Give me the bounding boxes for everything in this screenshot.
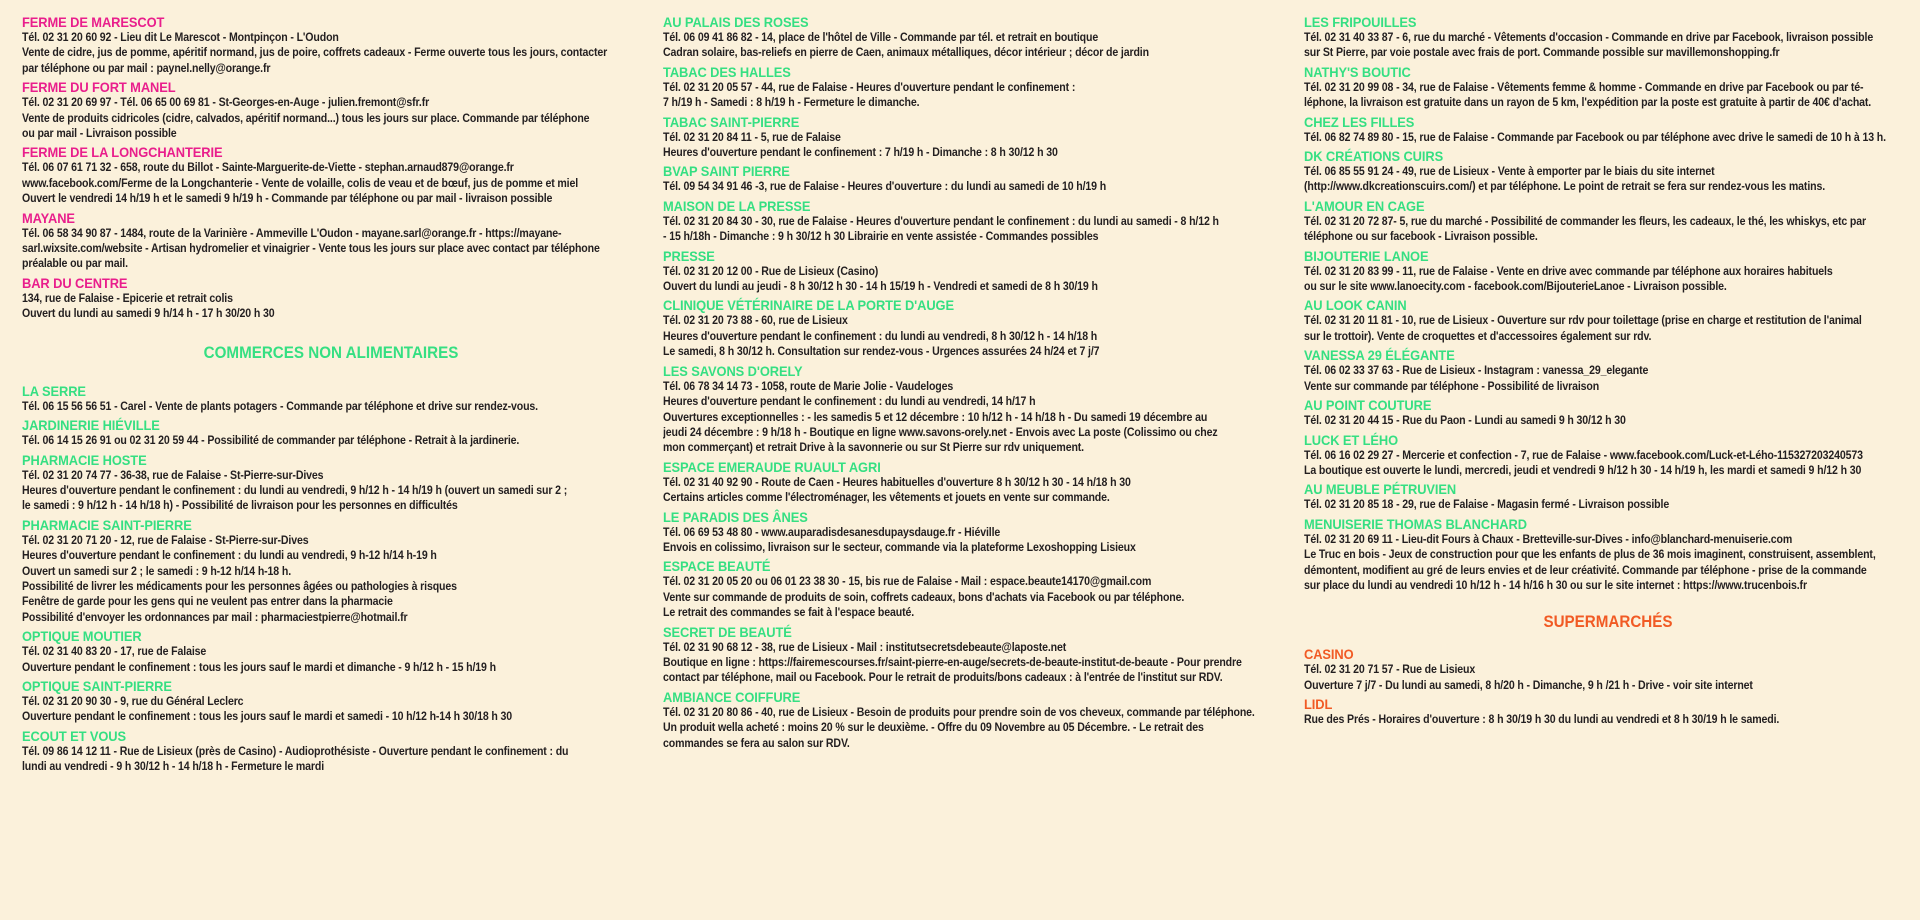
business-detail-line: Tél. 02 31 20 71 20 - 12, rue de Falaise - St-Pierre-sur-Dives (22, 532, 309, 547)
business-detail-line: démontent, modifient au gré de leurs envies et de leur créativité. Commande par téléphone - prise de la commande (1304, 562, 1867, 577)
business-detail-line: Tél. 02 31 20 71 57 - Rue de Lisieux (1304, 662, 1476, 677)
business-entry (22, 452, 640, 514)
business-detail-line: Ouverture pendant le confinement : tous les jours sauf le mardi et dimanche - 9 h/12 h - 15 h/19 h (22, 659, 496, 674)
business-name: ESPACE BEAUTÉ (663, 558, 771, 575)
business-detail-line: ou par mail - Livraison possible (22, 126, 177, 141)
business-detail-line: Heures d'ouverture pendant le confinement : du lundi au vendredi, 8 h 30/12 h - 14 h/18 h (663, 328, 1098, 343)
business-detail-line: Le Truc en bois - Jeux de construction pour que les enfants de plus de 36 mois imaginent, construisent, assemblent, (1304, 547, 1876, 562)
business-entry (663, 248, 1283, 295)
business-detail-line: Tél. 02 31 20 69 11 - Lieu-dit Fours à Chaux - Bretteville-sur-Dives - info@blanchard-menuiserie.com (1304, 531, 1793, 546)
business-detail-line: Heures d'ouverture pendant le confinement : du lundi au vendredi, 14 h/17 h (663, 394, 1036, 409)
business-entry (22, 517, 640, 625)
business-detail-line: Tél. 02 31 20 05 20 ou 06 01 23 38 30 - 15, bis rue de Falaise - Mail : espace.beaute14170@gmail.com (663, 574, 1152, 589)
business-detail-line: Boutique en ligne : https://fairemescourses.fr/saint-pierre-en-auge/secrets-de-beaute-institut-de-beaute - Pour prendre (663, 654, 1242, 669)
business-detail-line: Tél. 02 31 20 99 08 - 34, rue de Falaise - Vêtements femme & homme - Commande en drive par Facebook ou par té- (1304, 79, 1864, 94)
business-detail-line: sur le trottoir). Vente de croquettes et d'accessoires également sur rdv. (1304, 328, 1652, 343)
business-detail-line: www.facebook.com/Ferme de la Longchanterie - Vente de volaille, colis de veau et de bœuf, jus de pomme et miel (22, 175, 579, 190)
business-detail-line: - 15 h/18h - Dimanche : 9 h 30/12 h 30 Librairie en vente assistée - Commandes possibles (663, 229, 1099, 244)
business-name: BIJOUTERIE LANOE (1304, 247, 1429, 264)
business-name: PHARMACIE SAINT-PIERRE (22, 516, 192, 533)
business-detail-line: Envois en colissimo, livraison sur le secteur, commande via la plateforme Lexoshopping Lisieux (663, 539, 1136, 554)
business-name: FERME DU FORT MANEL (22, 79, 176, 96)
business-detail-line: Tél. 06 78 34 14 73 - 1058, route de Marie Jolie - Vaudeloges (663, 378, 954, 393)
business-name: AU PALAIS DES ROSES (663, 14, 809, 30)
business-name: LE PARADIS DES ÂNES (663, 508, 808, 525)
business-entry (1304, 481, 1912, 512)
business-detail-line: Tél. 06 82 74 89 80 - 15, rue de Falaise - Commande par Facebook ou par téléphone avec drive le samedi de 10 h à 13 h. (1304, 129, 1886, 144)
business-entry (22, 144, 640, 206)
business-detail-line: Ouvert du lundi au samedi 9 h/14 h - 17 h 30/20 h 30 (22, 306, 275, 321)
business-detail-line: Tél. 06 15 56 56 51 - Carel - Vente de plants potagers - Commande par téléphone et drive sur rendez-vous. (22, 398, 538, 413)
business-name: BAR DU CENTRE (22, 274, 128, 291)
business-detail-line: Tél. 09 86 14 12 11 - Rue de Lisieux (près de Casino) - Audioprothésiste - Ouverture pendant le confinement : du (22, 743, 569, 758)
business-entry (22, 210, 640, 272)
business-detail-line: Ouvert du lundi au jeudi - 8 h 30/12 h 30 - 14 h 15/19 h - Vendredi et samedi de 8 h 30/19 h (663, 279, 1098, 294)
business-name: DK CRÉATIONS CUIRS (1304, 148, 1444, 165)
business-name: ESPACE EMERAUDE RUAULT AGRI (663, 458, 881, 475)
business-detail-line: Heures d'ouverture pendant le confinement : du lundi au vendredi, 9 h/12 h - 14 h/19 h (ouvert un samedi sur 2 ; (22, 482, 568, 497)
section-heading: COMMERCES NON ALIMENTAIRES (203, 343, 459, 362)
business-entry (1304, 516, 1912, 594)
business-entry (22, 383, 640, 414)
section-heading: SUPERMARCHÉS (1543, 613, 1673, 632)
business-detail-line: Possibilité d'envoyer les ordonnances par mail : pharmaciestpierre@hotmail.fr (22, 609, 408, 624)
business-detail-line: Tél. 02 31 40 83 20 - 17, rue de Falaise (22, 644, 207, 659)
business-name: LUCK ET LÉHO (1304, 431, 1399, 448)
business-name: FERME DE LA LONGCHANTERIE (22, 144, 223, 161)
business-detail-line: Tél. 06 09 41 86 82 - 14, place de l'hôtel de Ville - Commande par tél. et retrait en boutique (663, 30, 1099, 44)
business-detail-line: Ouverture 7 j/7 - Du lundi au samedi, 8 h/20 h - Dimanche, 9 h /21 h - Drive - voir site internet (1304, 677, 1753, 692)
business-detail-line: Tél. 06 58 34 90 87 - 1484, route de la Varinière - Ammeville L'Oudon - mayane.sarl@orange.fr - https://mayane- (22, 225, 562, 240)
business-detail-line: Tél. 06 85 55 91 24 - 49, rue de Lisieux - Vente à emporter par le biais du site internet (1304, 164, 1715, 179)
business-entry (663, 297, 1283, 359)
business-detail-line: Vente sur commande de produits de soin, coffrets cadeaux, bons d'achats via Facebook ou par téléphone. (663, 589, 1185, 604)
business-name: CLINIQUE VÉTÉRINAIRE DE LA PORTE D'AUGE (663, 297, 954, 314)
business-entry (22, 14, 640, 76)
business-entry (663, 198, 1283, 245)
business-detail-line: Tél. 02 31 20 90 30 - 9, rue du Général Leclerc (22, 693, 244, 708)
business-entry (22, 678, 640, 725)
business-name: LA SERRE (22, 382, 86, 399)
business-name: FERME DE MARESCOT (22, 14, 165, 30)
business-detail-line: 7 h/19 h - Samedi : 8 h/19 h - Fermeture le dimanche. (663, 95, 920, 110)
business-name: AU LOOK CANIN (1304, 297, 1407, 314)
business-name: CASINO (1304, 646, 1354, 663)
business-detail-line: Tél. 02 31 20 74 77 - 36-38, rue de Falaise - St-Pierre-sur-Dives (22, 467, 324, 482)
business-detail-line: Cadran solaire, bas-reliefs en pierre de Caen, animaux métalliques, décor intérieur ; décor de jardin (663, 45, 1149, 60)
business-entry (1304, 432, 1912, 479)
business-entry (22, 728, 640, 775)
business-entry (1304, 114, 1912, 145)
business-detail-line: Tél. 06 02 33 37 63 - Rue de Lisieux - Instagram : vanessa_29_elegante (1304, 363, 1649, 378)
business-detail-line: Tél. 02 31 20 72 87- 5, rue du marché - Possibilité de commander les fleurs, les cadeaux, le thé, les whiskys, etc par (1304, 213, 1866, 228)
business-entry (1304, 64, 1912, 111)
business-detail-line: La boutique est ouverte le lundi, mercredi, jeudi et vendredi 9 h/12 h 30 - 14 h/19 h, les mardi et samedi 9 h/12 h 30 (1304, 462, 1862, 477)
business-name: TABAC DES HALLES (663, 63, 791, 80)
business-name: AU MEUBLE PÉTRUVIEN (1304, 481, 1457, 498)
business-detail-line: Tél. 02 31 90 68 12 - 38, rue de Lisieux - Mail : institutsecretsdebeaute@laposte.net (663, 639, 1067, 654)
business-entry (663, 14, 1283, 61)
business-entry (1304, 198, 1912, 245)
business-detail-line: Ouvertures exceptionnelles : - les samedis 5 et 12 décembre : 10 h/12 h - 14 h/18 h - Du samedi 19 décembre au (663, 409, 1208, 424)
business-detail-line: Ouvert le vendredi 14 h/19 h et le samedi 9 h/19 h - Commande par téléphone ou par mail - livraison possible (22, 191, 553, 206)
business-detail-line: Tél. 02 31 20 84 11 - 5, rue de Falaise (663, 129, 841, 144)
business-entry (663, 509, 1283, 556)
business-detail-line: léphone, la livraison est gratuite dans un rayon de 5 km, l'expédition par la poste est gratuite à partir de 40€ d'achat. (1304, 95, 1872, 110)
business-name: PHARMACIE HOSTE (22, 451, 147, 468)
business-name: L'AMOUR EN CAGE (1304, 197, 1425, 214)
business-name: MAYANE (22, 209, 75, 226)
business-detail-line: le samedi : 9 h/12 h - 14 h/18 h) - Possibilité de livraison pour les personnes en difficultés (22, 498, 458, 513)
business-name: AU POINT COUTURE (1304, 397, 1432, 414)
business-name: TABAC SAINT-PIERRE (663, 113, 800, 130)
business-detail-line: Le retrait des commandes se fait à l'espace beauté. (663, 605, 915, 620)
business-detail-line: Ouverture pendant le confinement : tous les jours sauf le mardi et samedi - 10 h/12 h-14 h 30/18 h 30 (22, 709, 513, 724)
business-detail-line: Tél. 02 31 20 85 18 - 29, rue de Falaise - Magasin fermé - Livraison possible (1304, 497, 1670, 512)
business-detail-line: Tél. 02 31 20 12 00 - Rue de Lisieux (Casino) (663, 263, 879, 278)
business-entry (663, 363, 1283, 456)
business-name: OPTIQUE MOUTIER (22, 628, 142, 645)
business-detail-line: Tél. 02 31 20 84 30 - 30, rue de Falaise - Heures d'ouverture pendant le confinement : du lundi au samedi - 8 h/12 h (663, 213, 1219, 228)
business-detail-line: ou sur le site www.lanoecity.com - facebook.com/BijouterieLanoe - Livraison possible. (1304, 279, 1727, 294)
business-name: BVAP SAINT PIERRE (663, 163, 790, 180)
business-entry (22, 628, 640, 675)
column-1 (22, 0, 640, 920)
business-name: SECRET DE BEAUTÉ (663, 623, 792, 640)
business-detail-line: Tél. 02 31 40 33 87 - 6, rue du marché - Vêtements d'occasion - Commande en drive par Facebook, livraison possible (1304, 30, 1874, 44)
business-entry (1304, 248, 1912, 295)
business-detail-line: Ouvert un samedi sur 2 ; le samedi : 9 h-12 h/14 h-18 h. (22, 563, 292, 578)
business-detail-line: Le samedi, 8 h 30/12 h. Consultation sur rendez-vous - Urgences assurées 24 h/24 et 7 j/7 (663, 344, 1100, 359)
business-detail-line: Tél. 06 14 15 26 91 ou 02 31 20 59 44 - Possibilité de commander par téléphone - Retrait à la jardinerie. (22, 433, 520, 448)
business-detail-line: Tél. 06 16 02 29 27 - Mercerie et confection - 7, rue de Falaise - www.facebook.com/Luck-et-Lého-115327203240573 (1304, 447, 1863, 462)
business-detail-line: mon commerçant) et retrait Drive à la savonnerie ou sur St Pierre sur rdv uniquement. (663, 440, 1084, 455)
business-detail-line: Tél. 02 31 20 69 97 - Tél. 06 65 00 69 81 - St-Georges-en-Auge - julien.fremont@sfr.fr (22, 95, 430, 110)
business-name: OPTIQUE SAINT-PIERRE (22, 677, 172, 694)
business-detail-line: Tél. 02 31 20 44 15 - Rue du Paon - Lundi au samedi 9 h 30/12 h 30 (1304, 413, 1626, 428)
business-detail-line: Fenêtre de garde pour les gens qui ne veulent pas entrer dans la pharmacie (22, 594, 393, 609)
business-detail-line: Tél. 02 31 20 73 88 - 60, rue de Lisieux (663, 313, 848, 328)
business-detail-line: Tél. 02 31 40 92 90 - Route de Caen - Heures habituelles d'ouverture 8 h 30/12 h 30 - 14 h/18 h 30 (663, 474, 1131, 489)
business-detail-line: Rue des Prés - Horaires d'ouverture : 8 h 30/19 h 30 du lundi au vendredi et 8 h 30/19 h le samedi. (1304, 712, 1780, 727)
business-detail-line: Certains articles comme l'électroménager, les vêtements et jouets en vente sur commande. (663, 490, 1110, 505)
business-name: NATHY'S BOUTIC (1304, 63, 1411, 80)
business-name: ECOUT ET VOUS (22, 727, 127, 744)
business-name: VANESSA 29 ÉLÉGANTE (1304, 347, 1455, 364)
business-entry (1304, 297, 1912, 344)
business-entry (1304, 347, 1912, 394)
business-detail-line: lundi au vendredi - 9 h 30/12 h - 14 h/18 h - Fermeture le mardi (22, 759, 325, 774)
business-entry (1304, 696, 1912, 727)
business-name: CHEZ LES FILLES (1304, 113, 1415, 130)
business-detail-line: Tél. 06 07 61 71 32 - 658, route du Billot - Sainte-Marguerite-de-Viette - stephan.arnaud879@orange.fr (22, 160, 514, 175)
business-entry (663, 64, 1283, 111)
business-name: MENUISERIE THOMAS BLANCHARD (1304, 515, 1527, 532)
business-name: LES FRIPOUILLES (1304, 14, 1417, 30)
business-detail-line: Vente de cidre, jus de pomme, apéritif normand, jus de poire, coffrets cadeaux - Ferme ouverte tous les jours, contacter (22, 45, 608, 60)
business-entry (663, 459, 1283, 506)
business-name: LIDL (1304, 696, 1333, 713)
business-detail-line: Vente sur commande par téléphone - Possibilité de livraison (1304, 378, 1600, 393)
business-name: PRESSE (663, 247, 715, 264)
business-name: LES SAVONS D'ORELY (663, 362, 803, 379)
business-entry (663, 689, 1283, 751)
business-name: JARDINERIE HIÉVILLE (22, 417, 160, 434)
business-entry (663, 114, 1283, 161)
business-entry (1304, 646, 1912, 693)
business-detail-line: Heures d'ouverture pendant le confinement : 7 h/19 h - Dimanche : 8 h 30/12 h 30 (663, 145, 1058, 160)
business-detail-line: (http://www.dkcreationscuirs.com/) et par téléphone. Le point de retrait se fera sur rendez-vous les matins. (1304, 179, 1826, 194)
business-detail-line: Tél. 02 31 20 11 81 - 10, rue de Lisieux - Ouverture sur rdv pour toilettage (prise en charge et restitution de l'animal (1304, 313, 1862, 328)
business-detail-line: Vente de produits cidricoles (cidre, calvados, apéritif normand...) tous les jours sur place. Commande par téléphone (22, 110, 590, 125)
business-detail-line: Tél. 06 69 53 48 80 - www.auparadisdesanesdupaysdauge.fr - Hiéville (663, 524, 1001, 539)
column-3 (1304, 0, 1912, 920)
business-detail-line: Un produit wella acheté : moins 20 % sur le deuxième. - Offre du 09 Novembre au 05 Décembre. - Le retrait des (663, 720, 1204, 735)
business-entry (1304, 148, 1912, 195)
business-entry (1304, 14, 1912, 61)
business-name: AMBIANCE COIFFURE (663, 688, 801, 705)
business-detail-line: Tél. 02 31 20 60 92 - Lieu dit Le Marescot - Montpinçon - L'Oudon (22, 30, 339, 44)
business-name: MAISON DE LA PRESSE (663, 197, 811, 214)
business-detail-line: Tél. 02 31 20 05 57 - 44, rue de Falaise - Heures d'ouverture pendant le confinement : (663, 79, 1076, 94)
business-detail-line: Tél. 02 31 20 83 99 - 11, rue de Falaise - Vente en drive avec commande par téléphone aux horaires habituels (1304, 263, 1833, 278)
business-entry (22, 79, 640, 141)
business-entry (663, 163, 1283, 194)
business-detail-line: Tél. 09 54 34 91 46 -3, rue de Falaise - Heures d'ouverture : du lundi au samedi de 10 h/19 h (663, 179, 1107, 194)
business-detail-line: Tél. 02 31 20 80 86 - 40, rue de Lisieux - Besoin de produits pour prendre soin de vos cheveux, commande par téléphone. (663, 704, 1255, 719)
business-detail-line: préalable ou par mail. (22, 256, 128, 271)
business-detail-line: 134, rue de Falaise - Epicerie et retrait colis (22, 290, 233, 305)
business-detail-line: sur place du lundi au vendredi 10 h/12 h - 14 h/16 h 30 ou sur le site internet : https://www.trucenbois.fr (1304, 577, 1807, 592)
business-entry (22, 275, 640, 322)
business-detail-line: Heures d'ouverture pendant le confinement : du lundi au vendredi, 9 h-12 h/14 h-19 h (22, 548, 437, 563)
business-detail-line: jeudi 24 décembre : 9 h/18 h - Boutique en ligne www.savons-orely.net - Envois avec La poste (Colissimo ou chez (663, 424, 1218, 439)
business-detail-line: contact par téléphone, mail ou Facebook. Pour le retrait de produits/bons cadeaux : à l'entrée de l'institut sur RDV. (663, 670, 1223, 685)
business-entry (22, 417, 640, 448)
business-detail-line: téléphone ou sur facebook - Livraison possible. (1304, 229, 1538, 244)
business-entry (663, 558, 1283, 620)
business-detail-line: sur St Pierre, par voie postale avec frais de port. Commande possible sur mavillemonshopping.fr (1304, 45, 1780, 60)
column-2 (663, 0, 1283, 920)
business-entry (663, 624, 1283, 686)
business-detail-line: sarl.wixsite.com/website - Artisan hydromelier et vinaigrier - Vente tous les jours sur place avec contact par téléphone (22, 241, 600, 256)
business-detail-line: commandes se fera au salon sur RDV. (663, 735, 850, 750)
business-detail-line: Possibilité de livrer les médicaments pour les personnes âgées ou pathologies à risques (22, 578, 457, 593)
business-detail-line: par téléphone ou par mail : paynel.nelly@orange.fr (22, 60, 271, 75)
business-entry (1304, 397, 1912, 428)
